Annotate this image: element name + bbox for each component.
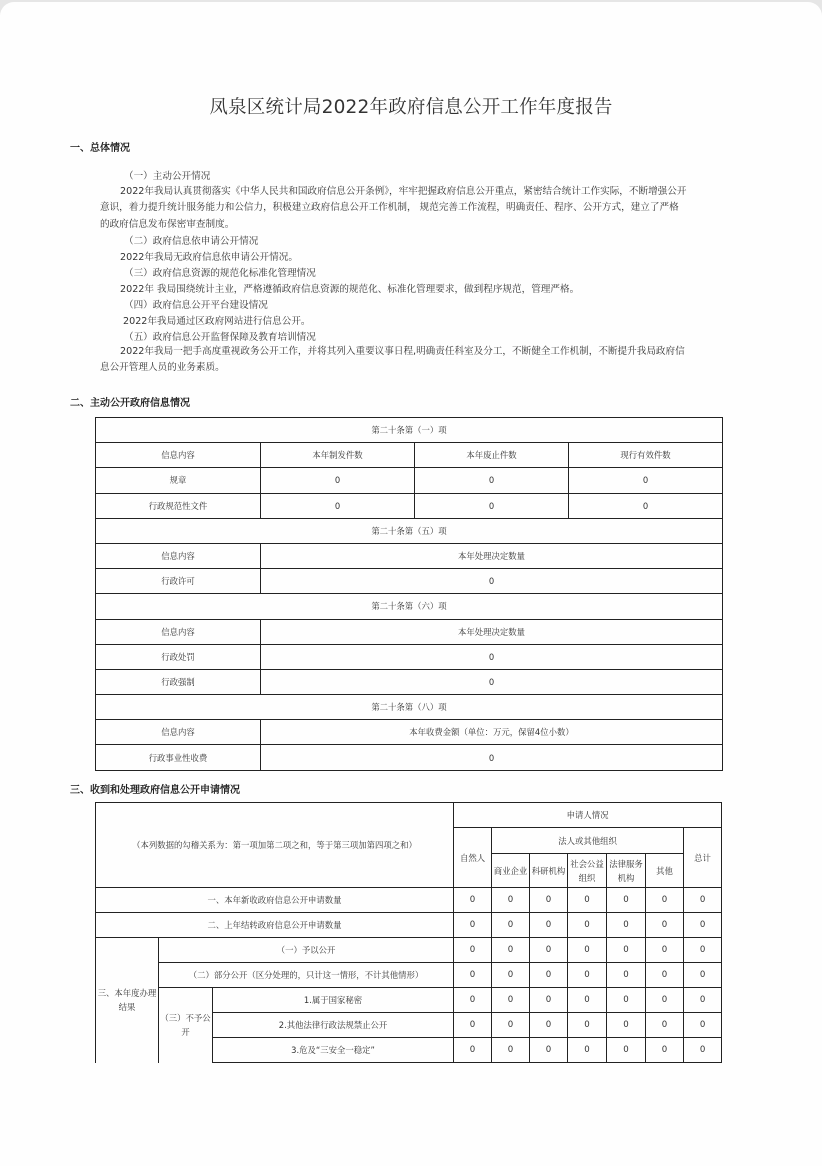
table-row	[96, 695, 723, 720]
table-row	[96, 963, 722, 988]
value-cell: 0	[492, 1038, 530, 1063]
row-label: 行政事业性收费	[96, 745, 261, 770]
header-cell: 本年处理决定数量	[261, 543, 723, 568]
table-row	[96, 619, 723, 644]
table-row	[96, 543, 723, 568]
value-cell: 0	[492, 1013, 530, 1038]
value-cell: 0	[568, 963, 607, 988]
value-cell: 0	[530, 888, 568, 913]
value-cell: 0	[530, 913, 568, 938]
header-cell: 本年制发件数	[261, 443, 415, 468]
value-cell: 0	[415, 493, 569, 518]
value-cell: 0	[492, 938, 530, 963]
subcol-header: 法律服务机构	[607, 854, 646, 888]
table-row	[96, 493, 723, 518]
value-cell: 0	[607, 988, 646, 1013]
value-cell: 0	[607, 1038, 646, 1063]
value-cell: 0	[684, 938, 722, 963]
value-cell: 0	[568, 1013, 607, 1038]
value-cell: 0	[684, 913, 722, 938]
paragraph-1-line-3: 的政府信息发布保密审查制度。	[100, 218, 235, 230]
value-cell: 0	[684, 1038, 722, 1063]
value-cell: 0	[261, 745, 723, 770]
value-cell: 0	[607, 1013, 646, 1038]
row-label: （二）部分公开（区分处理的，只计这一情形，不计其他情形）	[159, 963, 454, 988]
paragraph-4: 2022年我局通过区政府网站进行信息公开。	[123, 316, 311, 327]
header-cell: 信息内容	[96, 443, 261, 468]
value-cell: 0	[530, 1013, 568, 1038]
header-cell: 信息内容	[96, 543, 261, 568]
value-cell: 0	[530, 963, 568, 988]
table-row	[96, 518, 723, 543]
subheading-5: （五）政府信息公开监督保障及教育培训情况	[124, 332, 316, 343]
proactive-disclosure-table	[95, 417, 723, 771]
paragraph-2: 2022年我局无政府信息依申请公开情况。	[120, 252, 298, 263]
value-cell: 0	[415, 468, 569, 493]
value-cell: 0	[454, 1013, 492, 1038]
not-open-group-label: （三）不予公开	[159, 988, 213, 1063]
row-label: 行政规范性文件	[96, 493, 261, 518]
table-row	[96, 720, 723, 745]
value-cell: 0	[607, 888, 646, 913]
value-cell: 0	[646, 988, 684, 1013]
row-label: （一）予以公开	[159, 938, 454, 963]
table-row	[96, 418, 723, 443]
section1-heading: 一、总体情况	[70, 143, 130, 154]
value-cell: 0	[684, 963, 722, 988]
value-cell: 0	[492, 988, 530, 1013]
subheading-4: （四）政府信息公开平台建设情况	[124, 300, 268, 311]
subheading-1: （一）主动公开情况	[124, 171, 211, 182]
table-row	[96, 988, 722, 1013]
value-cell: 0	[492, 913, 530, 938]
section3-heading: 三、收到和处理政府信息公开申请情况	[70, 785, 240, 796]
block8-caption: 第二十条第（八）项	[96, 695, 723, 720]
row-label: 3.危及“三安全一稳定”	[213, 1038, 454, 1063]
value-cell: 0	[646, 913, 684, 938]
value-cell: 0	[646, 888, 684, 913]
row-label: 二、上年结转政府信息公开申请数量	[96, 913, 454, 938]
value-cell: 0	[568, 1038, 607, 1063]
value-cell: 0	[454, 1038, 492, 1063]
table-row	[96, 888, 722, 913]
table-row	[96, 443, 723, 468]
paragraph-5-line-2: 息公开管理人员的业务素质。	[100, 362, 225, 374]
row-label: 规章	[96, 468, 261, 493]
header-cell: 本年废止件数	[415, 443, 569, 468]
value-cell: 0	[454, 938, 492, 963]
value-cell: 0	[569, 493, 723, 518]
value-cell: 0	[261, 493, 415, 518]
subcol-header: 社会公益组织	[568, 854, 607, 888]
value-cell: 0	[261, 644, 723, 669]
value-cell: 0	[646, 963, 684, 988]
natural-person-header: 自然人	[454, 828, 492, 888]
value-cell: 0	[607, 938, 646, 963]
table-row	[96, 913, 722, 938]
value-cell: 0	[261, 669, 723, 694]
total-header: 总计	[684, 828, 722, 888]
application-handling-table	[95, 802, 722, 1063]
value-cell: 0	[530, 988, 568, 1013]
table-row	[96, 594, 723, 619]
row-label: 2.其他法律行政法规禁止公开	[213, 1013, 454, 1038]
value-cell: 0	[530, 938, 568, 963]
paragraph-1-line-2: 意识，着力提升统计服务能力和公信力，积极建立政府信息公开工作机制， 规范完善工作流程，明确责任、程序、公开方式，建立了严格	[100, 202, 679, 214]
block1-caption: 第二十条第（一）项	[96, 418, 723, 443]
document-page	[0, 2, 822, 1166]
row-label: 行政处罚	[96, 644, 261, 669]
document-title: 凤泉区统计局2022年政府信息公开工作年度报告	[209, 97, 613, 118]
value-cell: 0	[261, 468, 415, 493]
value-cell: 0	[646, 1038, 684, 1063]
row-label: 行政许可	[96, 569, 261, 594]
table-row	[96, 938, 722, 963]
header-cell: 现行有效件数	[569, 443, 723, 468]
header-cell: 信息内容	[96, 619, 261, 644]
paragraph-1-line-1: 2022年我局认真贯彻落实《中华人民共和国政府信息公开条例》，牢牢把握政府信息公开重点，紧密结合统计工作实际，不断增强公开	[120, 186, 687, 197]
subheading-2: （二）政府信息依申请公开情况	[124, 236, 259, 247]
value-cell: 0	[646, 938, 684, 963]
table-row	[96, 803, 722, 828]
value-cell: 0	[492, 963, 530, 988]
subcol-header: 商业企业	[492, 854, 530, 888]
corner-note: （本列数据的勾稽关系为：第一项加第二项之和，等于第三项加第四项之和）	[96, 803, 454, 888]
value-cell: 0	[607, 963, 646, 988]
paragraph-1	[100, 184, 725, 233]
value-cell: 0	[530, 1038, 568, 1063]
table-row	[96, 468, 723, 493]
header-cell: 本年收费金额（单位：万元，保留4位小数）	[261, 720, 723, 745]
table-row	[96, 569, 723, 594]
row-label: 行政强制	[96, 669, 261, 694]
section2-heading: 二、主动公开政府信息情况	[70, 398, 190, 409]
paragraph-5	[100, 344, 725, 377]
value-cell: 0	[684, 1013, 722, 1038]
value-cell: 0	[454, 988, 492, 1013]
legal-entity-header: 法人或其他组织	[492, 828, 684, 854]
value-cell: 0	[492, 888, 530, 913]
value-cell: 0	[568, 988, 607, 1013]
value-cell: 0	[568, 913, 607, 938]
results-group-label: 三、本年度办理结果	[96, 938, 159, 1063]
subheading-3: （三）政府信息资源的规范化标准化管理情况	[124, 268, 316, 279]
subcol-header: 其他	[646, 854, 684, 888]
applicant-header: 申请人情况	[454, 803, 722, 828]
header-cell: 信息内容	[96, 720, 261, 745]
paragraph-5-line-1: 2022年我局一把手高度重视政务公开工作，并将其列入重要议事日程,明确责任科室及分工，不断健全工作机制，不断提升我局政府信	[120, 346, 685, 357]
table-row	[96, 644, 723, 669]
value-cell: 0	[684, 988, 722, 1013]
value-cell: 0	[261, 569, 723, 594]
paragraph-3: 2022年 我局围绕统计主业，严格遵循政府信息资源的规范化、标准化管理要求，做到程序规范，管理严格。	[120, 284, 580, 295]
table-row	[96, 669, 723, 694]
value-cell: 0	[568, 938, 607, 963]
value-cell: 0	[607, 913, 646, 938]
value-cell: 0	[646, 1013, 684, 1038]
row-label: 1.属于国家秘密	[213, 988, 454, 1013]
table-row	[96, 745, 723, 770]
block6-caption: 第二十条第（六）项	[96, 594, 723, 619]
header-cell: 本年处理决定数量	[261, 619, 723, 644]
value-cell: 0	[454, 913, 492, 938]
block5-caption: 第二十条第（五）项	[96, 518, 723, 543]
row-label: 一、本年新收政府信息公开申请数量	[96, 888, 454, 913]
value-cell: 0	[684, 888, 722, 913]
subcol-header: 科研机构	[530, 854, 568, 888]
value-cell: 0	[568, 888, 607, 913]
value-cell: 0	[454, 888, 492, 913]
value-cell: 0	[569, 468, 723, 493]
value-cell: 0	[454, 963, 492, 988]
